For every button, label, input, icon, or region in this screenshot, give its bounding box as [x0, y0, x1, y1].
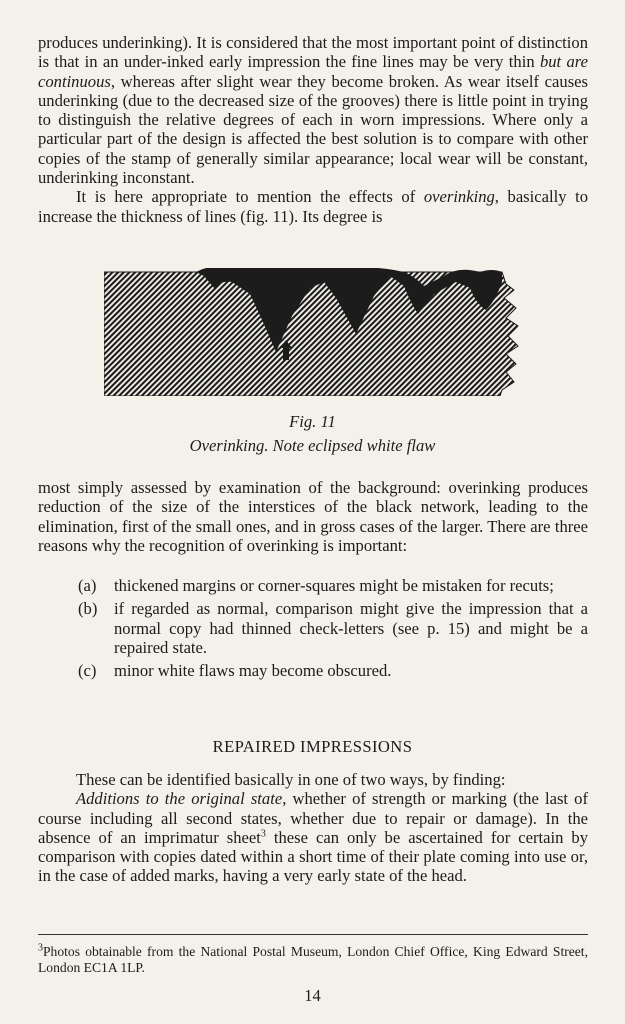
hatched-background	[104, 272, 518, 396]
reasons-list	[78, 576, 588, 684]
figure-label: Fig. 11	[289, 412, 336, 431]
footnote-divider	[38, 934, 588, 935]
paragraph-identification: These can be identified basically in one of two ways, by finding:	[76, 770, 506, 789]
page-number: 14	[304, 986, 321, 1005]
list-marker: (b)	[78, 599, 98, 619]
list-item	[78, 576, 588, 595]
figure-caption-text: Overinking. Note eclipsed white flaw	[189, 436, 436, 455]
body-text-top	[38, 33, 588, 226]
list-item	[78, 599, 588, 657]
list-item	[78, 661, 588, 680]
paragraph-underinking: produces underinking). It is considered that the most important point of distinction is that in an under-inked early impression the fine lines may be very thin but are continuous, whereas after slight wear they become broken. As wear itself causes underinking (due to the decreased size of the grooves) there is little point in trying to distinguish the relative degrees of each in worn impressions. Where only a particular part of the design is affected the best solution is to compare with other copies of the stamp of generally similar appearance; local wear will be constant, underinking inconstant.	[38, 33, 588, 188]
list-text: minor white flaws may become obscured.	[114, 661, 392, 681]
list-text: if regarded as normal, comparison might give the impression that a normal copy had thinned check-letters (see p. 15) and might be a repaired state.	[114, 599, 588, 657]
list-marker: (c)	[78, 661, 97, 681]
body-text-bottom	[38, 770, 588, 886]
paragraph-additions: Additions to the original state, whether of strength or marking (the last of course including all second states, whether due to repair or damage). In the absence of an imprimatur sheet$^3$ these can only be ascertained for certain by comparison with copies dated within a short time of their plate coming into use or, in the case of added marks, having a very early state of the head.	[38, 789, 588, 886]
list-text: thickened margins or corner-squares might be mistaken for recuts;	[114, 576, 554, 595]
overinking-figure	[104, 268, 524, 396]
paragraph-overinking-intro: It is here appropriate to mention the effects of overinking, basically to increase the thickness of lines (fig. 11). Its degree is	[38, 187, 588, 226]
footnote	[38, 944, 588, 976]
figure-caption	[0, 410, 625, 458]
section-heading: REPAIRED IMPRESSIONS	[212, 737, 413, 756]
paragraph-background: most simply assessed by examination of the background: overinking produces reduction of the size of the interstices of the black network, leading to the elimination, first of the small ones, and in gross cases of the larger. There are three reasons why the recognition of overinking is important:	[38, 478, 588, 555]
list-marker: (a)	[78, 576, 97, 595]
footnote-marker: 3	[38, 942, 43, 954]
footnote-ref: 3	[260, 828, 266, 840]
footnote-text: Photos obtainable from the National Postal Museum, London Chief Office, King Edward Street, London EC1A 1LP.	[38, 944, 588, 975]
